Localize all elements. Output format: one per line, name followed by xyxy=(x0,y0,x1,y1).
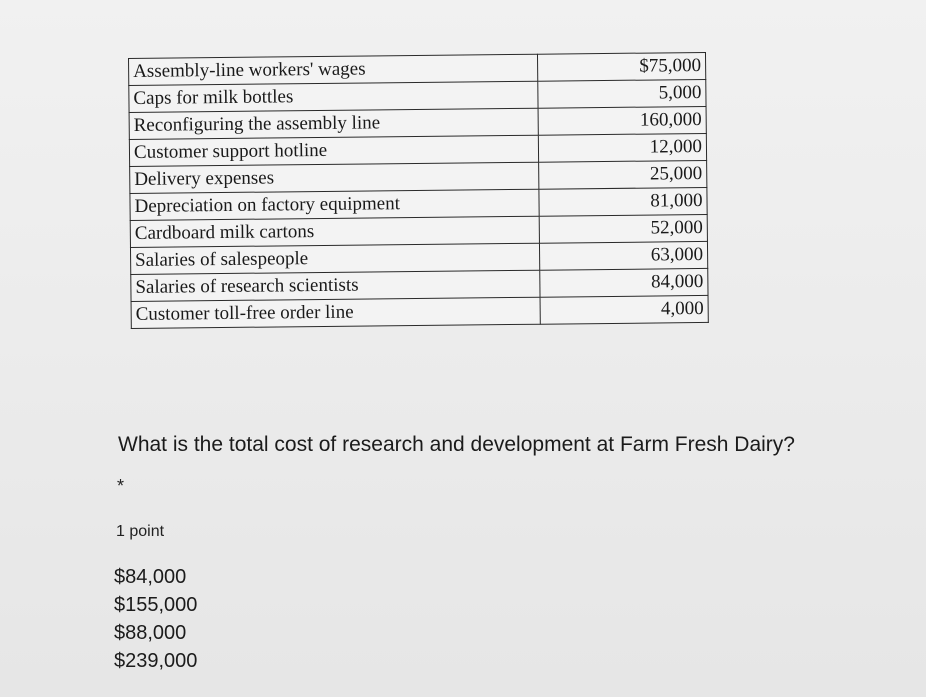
answer-option[interactable]: $239,000 xyxy=(114,650,198,672)
table-row xyxy=(131,295,708,328)
cost-item-amount: 63,000 xyxy=(539,241,707,270)
cost-item-amount: 12,000 xyxy=(538,133,706,162)
cost-item-amount: 81,000 xyxy=(539,187,707,216)
cost-table xyxy=(128,52,709,329)
points-label: 1 point xyxy=(116,523,165,540)
cost-item-name: Delivery expenses xyxy=(130,162,539,193)
cost-item-name: Salaries of salespeople xyxy=(130,243,539,274)
required-marker: * xyxy=(117,476,125,496)
cost-item-name: Salaries of research scientists xyxy=(131,270,540,301)
cost-item-name: Caps for milk bottles xyxy=(129,81,538,112)
cost-item-amount: 84,000 xyxy=(540,268,708,297)
cost-item-name: Assembly-line workers' wages xyxy=(129,54,538,85)
cost-item-amount: 25,000 xyxy=(539,160,707,189)
answer-option[interactable]: $155,000 xyxy=(114,594,198,616)
cost-item-amount: 160,000 xyxy=(538,106,706,135)
cost-item-amount: $75,000 xyxy=(537,52,705,81)
cost-item-amount: 52,000 xyxy=(539,214,707,243)
answer-options xyxy=(114,563,197,675)
cost-item-name: Cardboard milk cartons xyxy=(130,216,539,247)
cost-item-amount: 4,000 xyxy=(540,295,708,324)
cost-item-amount: 5,000 xyxy=(538,79,706,108)
cost-item-name: Customer support hotline xyxy=(129,135,538,166)
answer-option[interactable]: $88,000 xyxy=(114,622,187,644)
cost-item-name: Reconfiguring the assembly line xyxy=(129,108,538,139)
answer-option[interactable]: $84,000 xyxy=(114,566,187,588)
cost-item-name: Customer toll-free order line xyxy=(131,297,540,328)
cost-item-name: Depreciation on factory equipment xyxy=(130,189,539,220)
question-title: What is the total cost of research and development at Farm Fresh Dairy? xyxy=(118,433,795,456)
